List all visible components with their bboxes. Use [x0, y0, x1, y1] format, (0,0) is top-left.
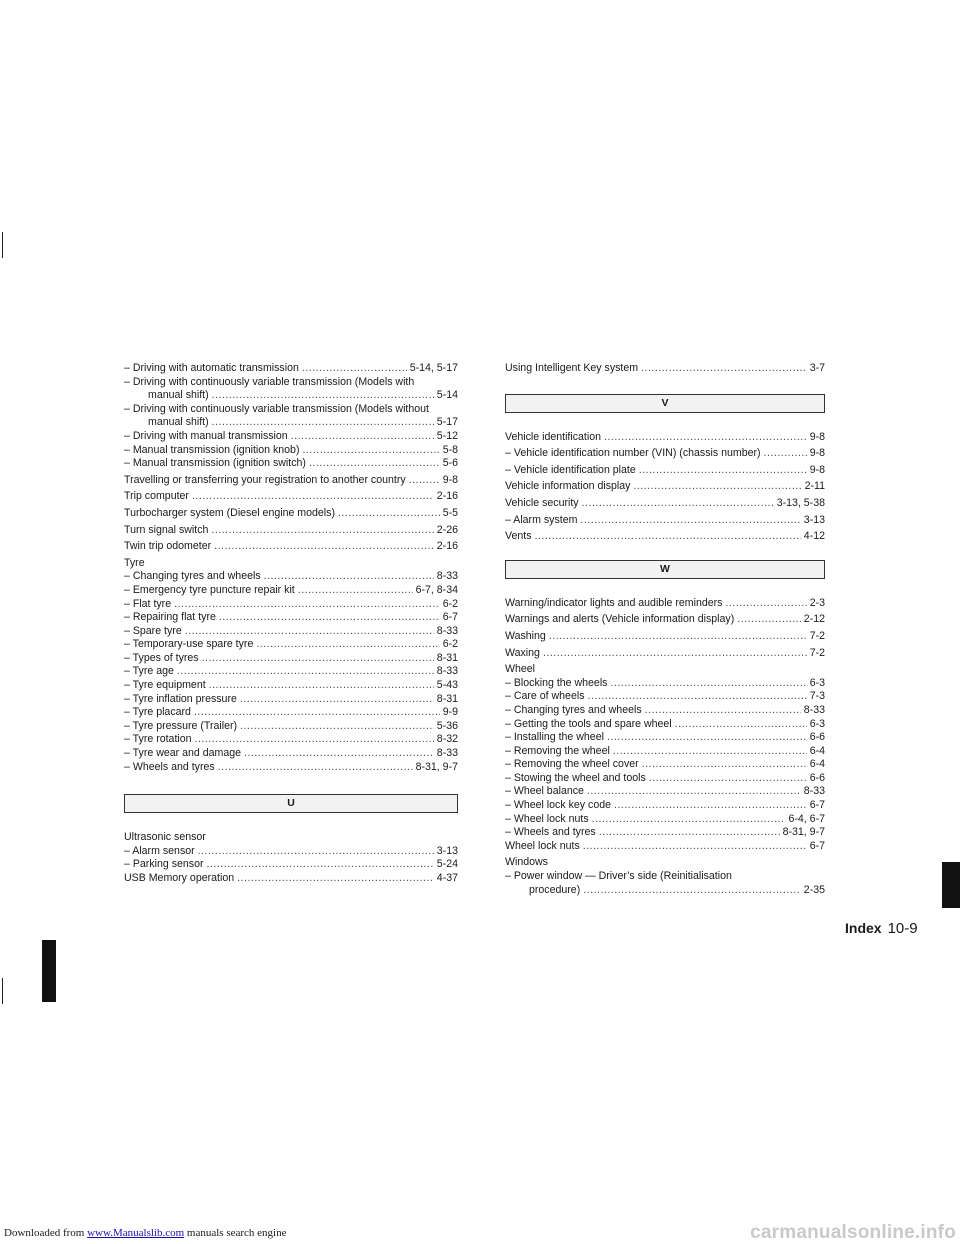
index-entry: Wheel lock nuts ..... 6-7 — [505, 840, 825, 854]
page-ref: 6-4, 6-7 — [788, 812, 825, 825]
section-letter-u: U — [124, 794, 458, 813]
dot-leader — [587, 785, 801, 799]
page-ref: 8-33 — [436, 747, 458, 760]
index-entry: Trip computer ..... 2-16 — [124, 490, 458, 504]
dot-leader — [244, 747, 434, 761]
dot-leader — [535, 530, 801, 544]
page-ref: 8-31, 9-7 — [415, 760, 458, 773]
index-entry: – Driving with automatic transmission ..... 5-14, 5-17 — [124, 362, 458, 376]
page-ref: 9-8 — [809, 447, 825, 460]
dot-leader — [649, 772, 807, 786]
page-ref: 6-6 — [809, 731, 825, 744]
section-letter-w: W — [505, 560, 825, 579]
dot-leader — [174, 598, 440, 612]
page-ref: 4-12 — [803, 530, 825, 543]
crop-mark-bottom-left — [2, 978, 3, 1004]
dot-leader — [207, 858, 434, 872]
dot-leader — [302, 362, 407, 376]
index-entry: – Parking sensor ..... 5-24 — [124, 858, 458, 872]
dot-leader — [610, 677, 806, 691]
page-ref: 8-33 — [436, 570, 458, 583]
page-ref: 2-12 — [803, 613, 825, 626]
index-left-column — [124, 362, 458, 886]
index-entry: – Removing the wheel cover ..... 6-4 — [505, 758, 825, 772]
index-heading-tyre: Tyre — [124, 556, 145, 569]
page-ref: 5-43 — [436, 679, 458, 692]
dot-leader — [298, 584, 413, 598]
dot-leader — [582, 497, 774, 511]
dot-leader — [302, 444, 439, 458]
dot-leader — [639, 464, 807, 478]
index-entry-wrapped: – Driving with continuously variable transmission (Models with manual shift) ..... 5-14 — [124, 376, 458, 403]
index-entry: Turn signal switch ..... 2-26 — [124, 524, 458, 538]
dot-leader — [764, 447, 807, 461]
page-ref: 2-16 — [436, 540, 458, 553]
dot-leader — [309, 457, 440, 471]
page-ref: 6-4 — [809, 758, 825, 771]
index-entry: – Repairing flat tyre ..... 6-7 — [124, 611, 458, 625]
index-entry: – Vehicle identification plate ..... 9-8 — [505, 464, 825, 478]
page-ref: 5-6 — [442, 457, 458, 470]
dot-leader — [645, 704, 801, 718]
page-ref: 6-7 — [809, 799, 825, 812]
index-entry: – Tyre placard ..... 9-9 — [124, 706, 458, 720]
page-ref: 7-2 — [809, 646, 825, 659]
dot-leader — [264, 570, 434, 584]
index-entry: – Care of wheels ..... 7-3 — [505, 690, 825, 704]
page-ref: 9-8 — [809, 463, 825, 476]
dot-leader — [185, 625, 434, 639]
page-ref: 7-2 — [809, 629, 825, 642]
page-ref: 6-4 — [809, 744, 825, 757]
page-ref: 8-31, 9-7 — [782, 826, 825, 839]
page-ref: 6-6 — [809, 771, 825, 784]
page-ref: 5-14, 5-17 — [409, 362, 458, 374]
index-entry: – Manual transmission (ignition switch) ..... 5-6 — [124, 457, 458, 471]
page-ref: 2-16 — [436, 490, 458, 503]
watermark: carmanualsonline.info — [750, 1222, 956, 1243]
manualslib-link[interactable]: www.Manualslib.com — [87, 1227, 185, 1239]
dot-leader — [214, 540, 434, 554]
dot-leader — [599, 826, 780, 840]
page-footer — [845, 920, 918, 937]
page-ref: 6-2 — [442, 597, 458, 610]
index-entry-wrapped: – Power window — Driver’s side (Reinitialisation procedure) ..... 2-35 — [505, 870, 825, 897]
index-entry: – Manual transmission (ignition knob) ..... 5-8 — [124, 444, 458, 458]
download-bar: Downloaded from www.Manualslib.com manuals search engine — [4, 1227, 287, 1239]
index-entry: Vehicle information display ..... 2-11 — [505, 480, 825, 494]
index-entry: – Tyre wear and damage ..... 8-33 — [124, 747, 458, 761]
index-entry: – Changing tyres and wheels ..... 8-33 — [505, 704, 825, 718]
index-entry: – Wheels and tyres ..... 8-31, 9-7 — [124, 761, 458, 775]
page-ref: 8-31 — [436, 651, 458, 664]
page-ref: 9-9 — [442, 706, 458, 719]
index-entry: Vehicle security ..... 3-13, 5-38 — [505, 497, 825, 511]
index-heading-ultrasonic: Ultrasonic sensor — [124, 831, 206, 844]
dot-leader — [338, 507, 440, 521]
page-ref: 3-13 — [803, 513, 825, 526]
page-ref: 8-33 — [803, 785, 825, 798]
index-entry: – Tyre pressure (Trailer) ..... 5-36 — [124, 720, 458, 734]
index-entry: – Alarm sensor ..... 3-13 — [124, 845, 458, 859]
footer-section-name: Index — [845, 920, 882, 936]
index-entry: USB Memory operation ..... 4-37 — [124, 872, 458, 886]
dot-leader — [614, 799, 807, 813]
page-ref: 7-3 — [809, 690, 825, 703]
dot-leader — [592, 813, 786, 827]
page-number: 10-9 — [887, 920, 918, 937]
dot-leader — [240, 720, 434, 734]
dot-leader — [543, 647, 807, 661]
page-ref: 4-37 — [436, 872, 458, 884]
index-entry: – Tyre equipment ..... 5-43 — [124, 679, 458, 693]
index-entry: Vehicle identification ..... 9-8 — [505, 431, 825, 445]
dot-leader — [642, 758, 807, 772]
dot-leader — [737, 613, 801, 627]
dot-leader — [409, 474, 440, 488]
page-ref: 8-33 — [436, 624, 458, 637]
page-ref: 9-8 — [809, 430, 825, 443]
dot-leader — [209, 679, 434, 693]
page-ref: 6-7 — [442, 611, 458, 624]
section-thumb-tab — [942, 862, 960, 908]
dot-leader — [202, 652, 434, 666]
page-ref: 8-33 — [803, 703, 825, 716]
dot-leader — [641, 362, 807, 376]
index-entry: Warnings and alerts (Vehicle information display) ..... 2-12 — [505, 613, 825, 627]
page-ref: 6-7 — [809, 839, 825, 852]
page-ref: 5-8 — [442, 443, 458, 456]
index-entry: – Wheels and tyres ..... 8-31, 9-7 — [505, 826, 825, 840]
page-ref: 2-11 — [804, 480, 825, 493]
index-entry: – Tyre rotation ..... 8-32 — [124, 733, 458, 747]
dot-leader — [633, 480, 801, 494]
dot-leader — [237, 872, 434, 886]
dot-leader — [291, 430, 434, 444]
index-entry: – Changing tyres and wheels ..... 8-33 — [124, 570, 458, 584]
index-entry: – Flat tyre ..... 6-2 — [124, 598, 458, 612]
dot-leader — [604, 431, 807, 445]
page-ref: 6-2 — [442, 638, 458, 651]
dot-leader — [588, 690, 807, 704]
dot-leader — [219, 611, 440, 625]
index-heading-windows: Windows — [505, 856, 548, 869]
page-ref: 5-5 — [442, 506, 458, 519]
page-ref: 5-24 — [436, 858, 458, 871]
dot-leader — [613, 745, 807, 759]
page-ref: 3-13, 5-38 — [776, 496, 825, 509]
index-entry: Turbocharger system (Diesel engine models) ..... 5-5 — [124, 507, 458, 521]
index-right-column — [505, 362, 825, 897]
page-ref: 8-31 — [436, 692, 458, 705]
page-ref: 2-26 — [436, 523, 458, 536]
index-entry: Warning/indicator lights and audible reminders ..... 2-3 — [505, 597, 825, 611]
page-ref: 5-12 — [436, 429, 458, 442]
page-ref: 6-3 — [809, 676, 825, 689]
index-entry: – Tyre age ..... 8-33 — [124, 665, 458, 679]
index-entry: – Removing the wheel ..... 6-4 — [505, 745, 825, 759]
dot-leader — [583, 840, 807, 854]
dot-leader — [192, 490, 434, 504]
dot-leader — [195, 733, 434, 747]
index-entry: – Blocking the wheels ..... 6-3 — [505, 677, 825, 691]
index-entry: – Temporary-use spare tyre ..... 6-2 — [124, 638, 458, 652]
index-entry: – Tyre inflation pressure ..... 8-31 — [124, 693, 458, 707]
page-ref: 6-3 — [809, 717, 825, 730]
dot-leader — [211, 524, 433, 538]
dot-leader — [194, 706, 440, 720]
dot-leader — [240, 693, 434, 707]
page-ref: 3-7 — [809, 362, 825, 374]
dot-leader — [177, 665, 434, 679]
dot-leader — [198, 845, 434, 859]
index-entry: – Stowing the wheel and tools ..... 6-6 — [505, 772, 825, 786]
index-entry: – Vehicle identification number (VIN) (chassis number) ..... 9-8 — [505, 447, 825, 461]
index-entry: Waxing ..... 7-2 — [505, 647, 825, 661]
index-entry: Washing ..... 7-2 — [505, 630, 825, 644]
dot-leader — [218, 761, 413, 775]
page-ref: 8-32 — [436, 733, 458, 746]
page-ref: 5-36 — [436, 719, 458, 732]
index-entry: – Spare tyre ..... 8-33 — [124, 625, 458, 639]
index-heading-wheel: Wheel — [505, 663, 536, 676]
index-entry: Vents ..... 4-12 — [505, 530, 825, 544]
dot-leader — [580, 514, 800, 528]
index-entry: – Emergency tyre puncture repair kit ..... 6-7, 8-34 — [124, 584, 458, 598]
dot-leader — [725, 597, 806, 611]
index-entry: – Types of tyres ..... 8-31 — [124, 652, 458, 666]
index-entry: Using Intelligent Key system ..... 3-7 — [505, 362, 825, 376]
index-entry: – Wheel balance ..... 8-33 — [505, 785, 825, 799]
index-entry: – Wheel lock key code ..... 6-7 — [505, 799, 825, 813]
page-ref: 2-3 — [809, 596, 825, 609]
dot-leader — [607, 731, 807, 745]
index-entry: – Getting the tools and spare wheel ..... 6-3 — [505, 718, 825, 732]
index-entry: – Installing the wheel ..... 6-6 — [505, 731, 825, 745]
index-entry-wrapped: – Driving with continuously variable transmission (Models without manual shift) ..... 5-17 — [124, 403, 458, 430]
dot-leader — [549, 630, 807, 644]
crop-mark-top-left — [2, 232, 3, 258]
index-entry: – Alarm system ..... 3-13 — [505, 514, 825, 528]
index-entry: – Driving with manual transmission ..... 5-12 — [124, 430, 458, 444]
dot-leader — [256, 638, 439, 652]
index-entry: – Wheel lock nuts ..... 6-4, 6-7 — [505, 813, 825, 827]
page-ref: 3-13 — [436, 844, 458, 857]
page-ref: 8-33 — [436, 665, 458, 678]
section-letter-v: V — [505, 394, 825, 413]
dot-leader — [675, 718, 807, 732]
page-ref: 9-8 — [442, 473, 458, 486]
index-entry: Travelling or transferring your registration to another country ..... 9-8 — [124, 474, 458, 488]
index-entry: Twin trip odometer ..... 2-16 — [124, 540, 458, 554]
page-ref: 6-7, 8-34 — [415, 583, 458, 596]
binding-bar — [42, 940, 56, 1002]
